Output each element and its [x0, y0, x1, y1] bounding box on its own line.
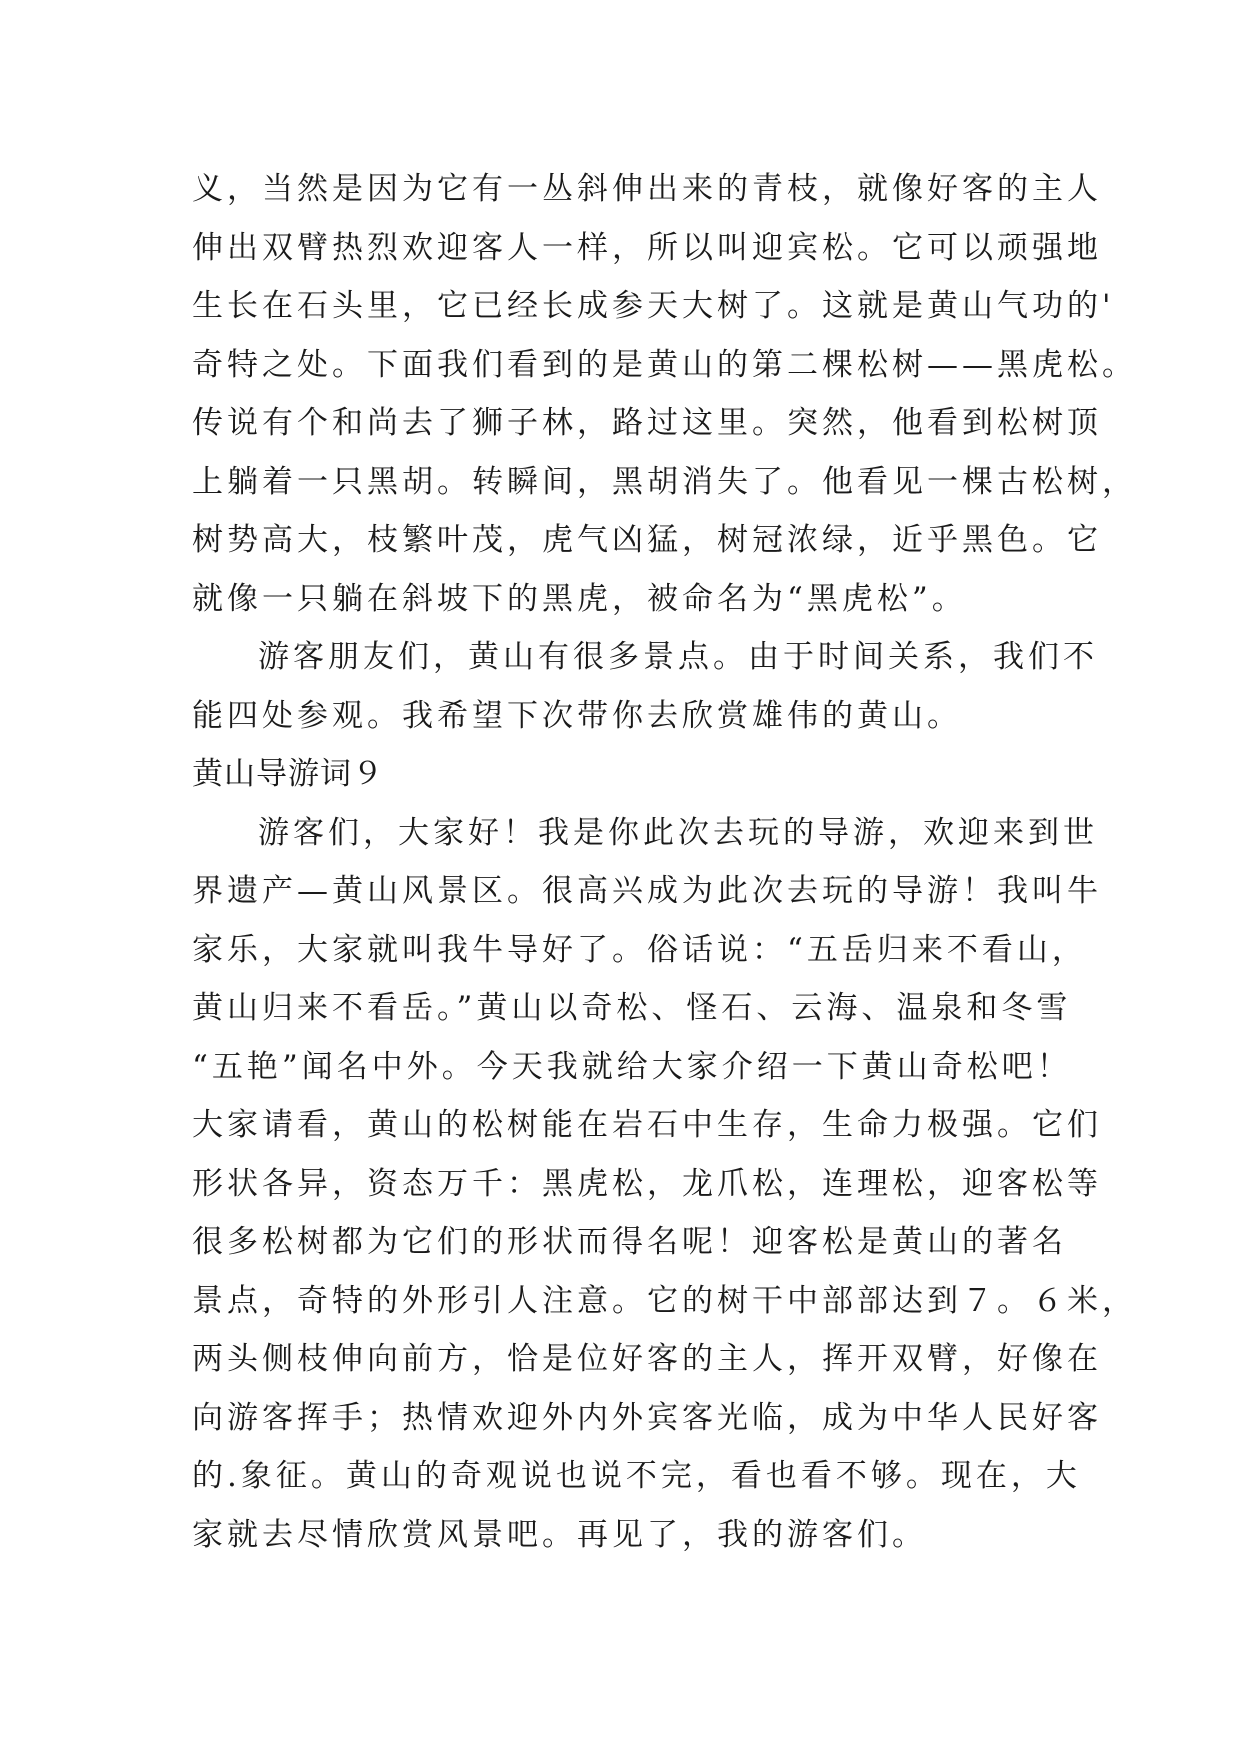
section-heading: 黄山导游词９: [192, 756, 384, 792]
body-line: 的.象征。黄山的奇观说也说不完，看也看不够。现在，大: [192, 1458, 1081, 1494]
body-line: 家乐，大家就叫我牛导好了。俗话说：“五岳归来不看山，: [192, 931, 1087, 968]
body-line: 游客朋友们，黄山有很多景点。由于时间关系，我们不: [258, 639, 1098, 675]
body-line: 形状各异，资态万千：黑虎松，龙爪松，连理松，迎客松等: [192, 1165, 1102, 1202]
body-line: 大家请看，黄山的松树能在岩石中生存，生命力极强。它们: [192, 1107, 1102, 1143]
body-line: 传说有个和尚去了狮子林，路过这里。突然，他看到松树顶: [192, 405, 1102, 441]
body-line: 树势高大，枝繁叶茂，虎气凶猛，树冠浓绿，近乎黑色。它: [192, 522, 1102, 558]
body-line: 家就去尽情欣赏风景吧。再见了，我的游客们。: [192, 1516, 927, 1553]
body-line: 伸出双臂热烈欢迎客人一样，所以叫迎宾松。它可以顽强地: [192, 229, 1102, 266]
body-line: 向游客挥手；热情欢迎外内外宾客光临，成为中华人民好客: [192, 1399, 1102, 1436]
body-line: 能四处参观。我希望下次带你去欣赏雄伟的黄山。: [192, 697, 962, 734]
body-line: 就像一只躺在斜坡下的黑虎，被命名为“黑虎松”。: [192, 580, 967, 617]
document-body: [192, 160, 1137, 1564]
body-line: 义，当然是因为它有一丛斜伸出来的青枝，就像好客的主人: [192, 171, 1102, 207]
body-line: “五艳”闻名中外。今天我就给大家介绍一下黄山奇松吧！: [192, 1048, 1072, 1085]
body-line: 很多松树都为它们的形状而得名呢！迎客松是黄山的著名: [192, 1224, 1067, 1260]
body-line: 奇特之处。下面我们看到的是黄山的第二棵松树——黑虎松。: [192, 346, 1137, 383]
body-line: 两头侧枝伸向前方，恰是位好客的主人，挥开双臂，好像在: [192, 1341, 1102, 1377]
body-line: 生长在石头里，它已经长成参天大树了。这就是黄山气功的': [192, 288, 1115, 324]
body-line: 景点，奇特的外形引人注意。它的树干中部部达到７。６米，: [192, 1282, 1137, 1319]
body-line: 黄山归来不看岳。”黄山以奇松、怪石、云海、温泉和冬雪: [192, 990, 1072, 1026]
body-line: 界遗产—黄山风景区。很高兴成为此次去玩的导游！我叫牛: [192, 873, 1102, 909]
body-line: 上躺着一只黑胡。转瞬间，黑胡消失了。他看见一棵古松树，: [192, 463, 1137, 500]
body-line: 游客们，大家好！我是你此次去玩的导游，欢迎来到世: [258, 814, 1098, 851]
